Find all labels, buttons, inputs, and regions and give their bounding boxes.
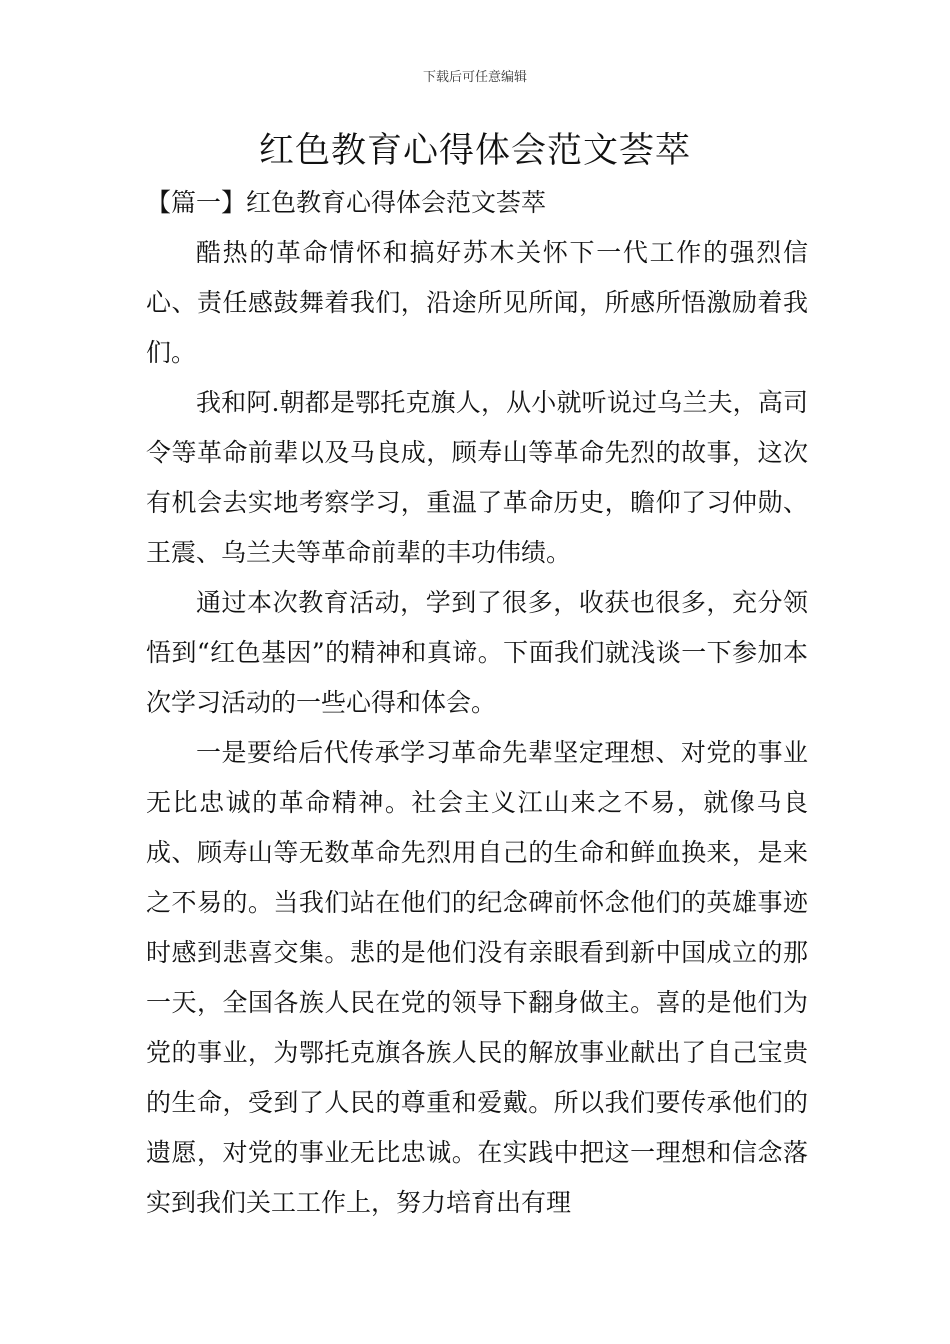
paragraph: 一是要给后代传承学习革命先辈坚定理想、对党的事业无比忠诚的革命精神。社会主义江山来之不易，就像马良成、顾寿山等无数革命先烈用自己的生命和鲜血换来，是来之不易的。当我们站在他们的纪念碑前怀念他们的英雄事迹时感到悲喜交集。悲的是他们没有亲眼看到新中国成立的那一天，全国各族人民在党的领导下翻身做主。喜的是他们为党的事业，为鄂托克旗各族人民的解放事业献出了自己宝贵的生命，受到了人民的尊重和爱戴。所以我们要传承他们的遗愿，对党的事业无比忠诚。在实践中把这一理想和信念落实到我们关工工作上，努力培育出有理 xyxy=(146,738,808,1217)
document-title: 红色教育心得体会范文荟萃 xyxy=(258,131,691,171)
paragraph: 酷热的革命情怀和搞好苏木关怀下一代工作的强烈信心、责任感鼓舞着我们，沿途所见所闻，所感所悟激励着我们。 xyxy=(146,238,808,367)
paragraph: 通过本次教育活动，学到了很多，收获也很多，充分领悟到“红色基因”的精神和真谛。下面我们就浅谈一下参加本次学习活动的一些心得和体会。 xyxy=(146,588,808,717)
header-note: 下载后可任意编辑 xyxy=(422,70,527,85)
section-heading: 【篇一】红色教育心得体会范文荟萃 xyxy=(146,188,547,217)
document-body xyxy=(146,178,808,1228)
paragraph: 我和阿.朝都是鄂托克旗人，从小就听说过乌兰夫，高司令等革命前辈以及马良成，顾寿山等革命先烈的故事，这次有机会去实地考察学习，重温了革命历史，瞻仰了习仲勋、王震、乌兰夫等革命前辈的丰功伟绩。 xyxy=(146,388,808,567)
